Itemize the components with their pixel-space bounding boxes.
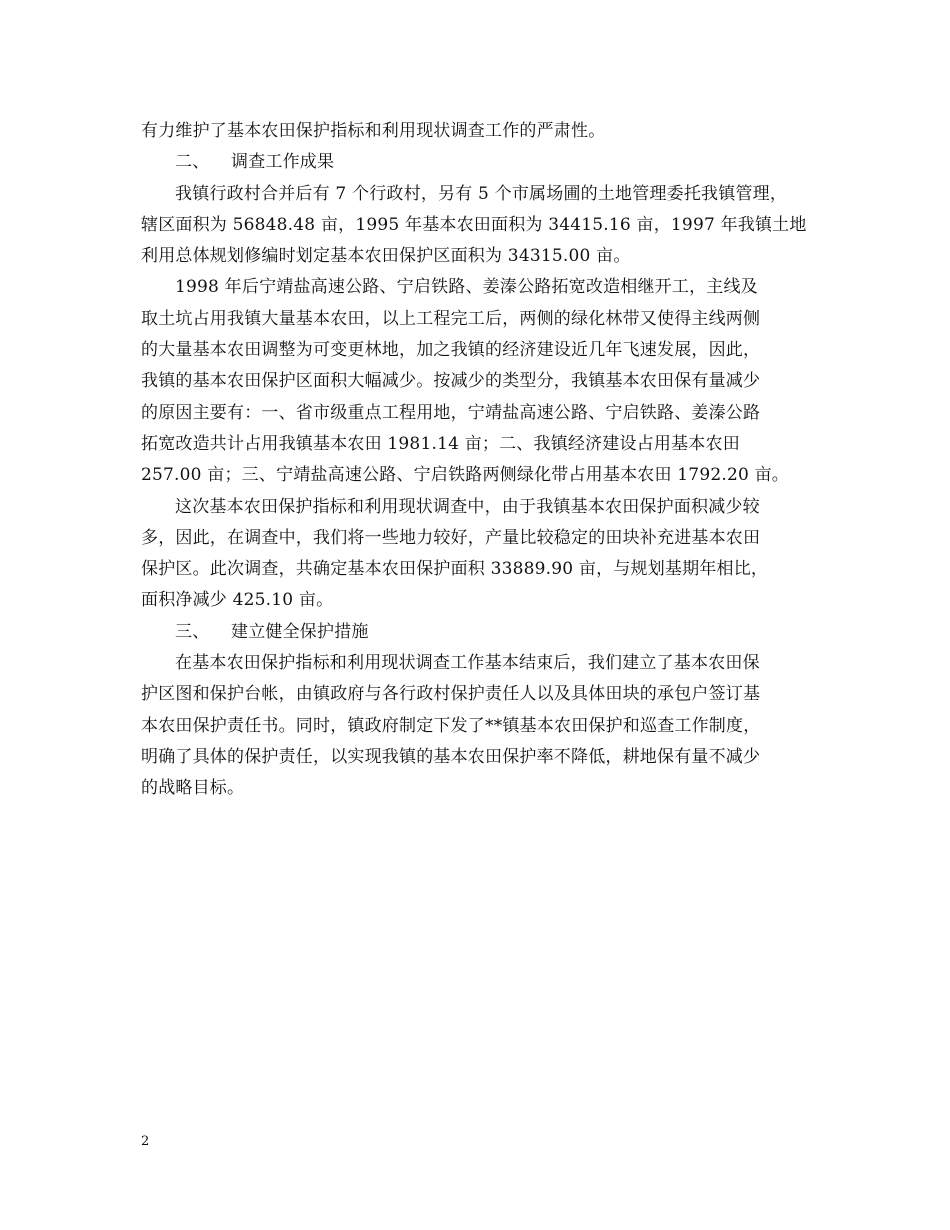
section-title: 建立健全保护措施 — [231, 621, 369, 642]
paragraph-line: 有力维护了基本农田保护指标和利用现状调查工作的严肃性。 — [141, 121, 606, 141]
section-heading-2 — [141, 147, 821, 178]
paragraph-line: 护区图和保护台帐，由镇政府与各行政村保护责任人以及具体田块的承包户签订基 — [141, 684, 761, 705]
paragraph-line: 取土坑占用我镇大量基本农田，以上工程完工后，两侧的绿化林带又使得主线两侧 — [141, 308, 761, 329]
paragraph-line: 我镇的基本农田保护区面积大幅减少。按减少的类型分，我镇基本农田保有量减少 — [141, 371, 761, 392]
paragraph-line: 的大量基本农田调整为可变更林地，加之我镇的经济建设近几年飞速发展，因此， — [141, 340, 761, 361]
section-number: 三、 — [175, 621, 210, 642]
paragraph-line: 利用总体规划修编时划定基本农田保护区面积为 34315.00 亩。 — [141, 246, 631, 267]
paragraph-line: 面积净减少 425.10 亩。 — [141, 590, 334, 611]
document-body — [141, 116, 821, 805]
paragraph-line: 多，因此，在调查中，我们将一些地力较好，产量比较稳定的田块补充进基本农田 — [141, 527, 761, 548]
paragraph-line: 我镇行政村合并后有 7 个行政村，另有 5 个市属场圃的土地管理委托我镇管理， — [175, 183, 788, 204]
paragraph-line: 本农田保护责任书。同时，镇政府制定下发了**镇基本农田保护和巡查工作制度， — [141, 715, 761, 736]
paragraph-line: 在基本农田保护指标和利用现状调查工作基本结束后，我们建立了基本农田保 — [175, 653, 760, 674]
paragraph-line: 明确了具体的保护责任，以实现我镇的基本农田保护率不降低，耕地保有量不减少 — [141, 746, 761, 767]
paragraph-line: 保护区。此次调查，共确定基本农田保护面积 33889.90 亩，与规划基期年相比， — [141, 559, 769, 580]
page-number: 2 — [141, 1134, 150, 1149]
paragraph-line: 的原因主要有：一、省市级重点工程用地，宁靖盐高速公路、宁启铁路、姜溱公路 — [141, 402, 761, 423]
paragraph-line: 257.00 亩；三、宁靖盐高速公路、宁启铁路两侧绿化带占用基本农田 1792.20 亩。 — [141, 465, 789, 486]
section-title: 调查工作成果 — [231, 152, 335, 173]
paragraph-line: 的战略目标。 — [141, 778, 245, 799]
paragraph-line: 这次基本农田保护指标和利用现状调查中，由于我镇基本农田保护面积减少较 — [175, 496, 760, 517]
paragraph-line: 1998 年后宁靖盐高速公路、宁启铁路、姜溱公路拓宽改造相继开工，主线及 — [175, 277, 758, 298]
paragraph-line: 辖区面积为 56848.48 亩，1995 年基本农田面积为 34415.16 亩，1997 年我镇土地 — [141, 214, 807, 235]
section-number: 二、 — [175, 152, 210, 173]
paragraph-line: 拓宽改造共计占用我镇基本农田 1981.14 亩；二、我镇经济建设占用基本农田 — [141, 433, 740, 454]
section-heading-3 — [141, 617, 821, 648]
